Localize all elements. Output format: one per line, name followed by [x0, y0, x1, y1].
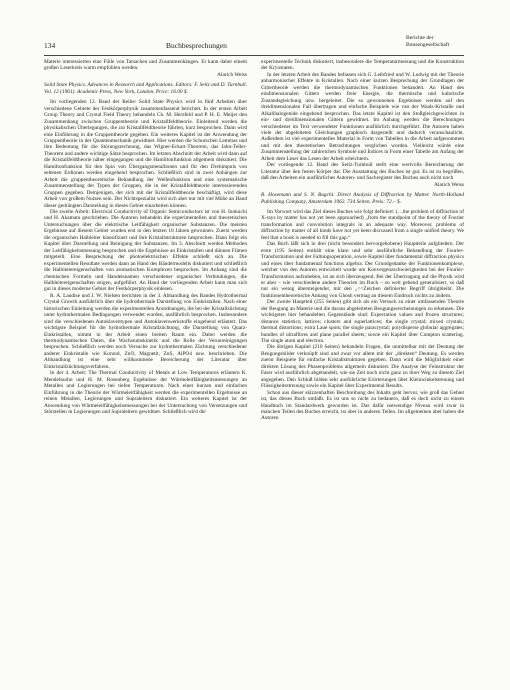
right-column [261, 59, 464, 422]
paragraph: Im vorliegenden 12. Band der Reihe: Solid State Physics wird in fünf Arbeiten über verschiedene Gebiete der Festkörperphysik zusammenfassend berichtet. In der ersten Arbeit Group Theory and Crystal Field Theory behandeln Ch. M. Herzfeld und P. H. E. Meijer den Zusammenhang zwischen Gruppentheorie und Kristallfeldtheorie. Einleitend werden die physikalischen Überlegungen, die zur Kristallfeldtheorie führten, kurz besprochen. Dann wird eine Einführung in die Gruppentheorie gegeben. Ein weiteres Kapitel ist der Anwendung der Gruppentheorie in der Quantenmechanik gewidmet. Hier werden die Schurschen Lemmas und ihre Bedeutung für die Störungsrechnung, das Wigner-Eckart-Theorem, das Jahn-Teller-Theorem und andere wichtige Sätze besprochen. Im letzten Abschnitt der Arbeit wird dann auf die Kristallfeldtheorie näher eingegangen und die Hamiltonfunktion allgemein diskutiert. Die Hamiltonfunktion für den Spin von Übergangsmetallionen und für den Drehimpuls von seltenen Erdionen werden eingehend besprochen. Schließlich sind in zwei Anhängen zur Arbeit die gruppentheoretische Behandlung der Wellenfunktion und eine systematische Zusammenstellung der Typen der Gruppen, die in der Kristallfeldtheorie interessierenden Gruppen gegeben. Demjenigen, der sich mit der Kristallfeldtheorie beschäftigt, wird diese Arbeit von großem Nutzen sein. Der Nichtspezialist wird sich aber nur mit viel Mühe an Hand dieser gedrängten Darstellung in dieses Gebiet einarbeiten können. [44, 99, 247, 209]
paragraph: Die übrigen Kapitel (210 Seiten) behandeln Fragen, die unmittelbar mit der Deutung der Beugungsbilder verknüpft sind und zwar vor allem mit der „direkten“ Deutung. Es werden zuerst Beispiele für einfache Kristallstrukturen gegeben. Dann wird die Möglichkeit einer direkten Lösung des Phasenproblems allgemein diskutiert. Die Analyse der Feinstruktur der Faser wird ausführlich abgehandelt, wie sie Zeit noch nicht ganz zu ihrer Weg zu diesem Ziel angegeben. Den Schluß bilden sehr ausführliche Erörterungen über Kleinwinkelstreuung und Flüssigkeitsstreuung sowie ein Kapitel über Experimental Results. [261, 344, 464, 390]
paragraph: Die zweite Arbeit: Electrical Conductivity of Organic Semiconductors ist von H. Inokuchi und H. Akamatu geschrieben. Die Autoren behandeln die experimentellen und theoretischen Untersuchungen über die elektrische Leitfähigkeit organischer Substanzen. Die meisten Ergebnisse auf diesem Gebiet wurden erst in den letzten 10 Jahren gewonnen. Zuerst werden die organischen Halbleiter klassifiziert und ihre Kristallstrukturen besprochen. Dann folgt ein Kapitel über Darstellung und Reinigung der Substanzen. Im 3. Abschnitt werden Methoden der Leitfähigkeitsmessung besprochen und die Ergebnisse an Einkristallen und dünnen Filmen mitgeteilt. Eine Besprechung der photoelektrischen Effekte schließt sich an. Die experimentellen Resultate werden dann an Hand des Bändermodells diskutiert und schließlich die Halbleitereigenschaften von aromatischen Komplexen besprochen. Im Anhang sind die chemischen Formeln und Handelsnamen verschiedener organischer Verbindungen, die Halbleitereigenschaften zeigen, aufgeführt. An Hand der vorliegenden Arbeit kann man sich gut in dieses moderne Gebiet der Festkörperphysik einlesen. [44, 208, 247, 293]
paragraph: Schon aus dieser skizzenhaften Beschreibung des Inhalts geht hervor, wie groß das Gebiet ist, das dieses Buch umfaßt. Es ist uns so nicht zu bedauern, daß es doch nicht zu einem Handbuch im Standardwerk geworden ist. Das dafür notwendige Niveau wird zwar in manchen Teilen des Buches erreicht, ist aber in anderen Teilen. Im allgemeinen aber haben die Autoren [261, 389, 464, 422]
paragraph: Der zweite Hauptteil (255 Seiten) gibt sich als ein Versuch zu einer umfassenden Theorie der Beugung an Materie und die daraus abgeleiteten Beugungserscheinungen zu erkennen. Die wichtigsten hier behandelten Gegenstände sind: Expectation values and frozen structures; distance statistics; lattices; clusters and superlattices; the single crystal; mixed crystals; thermal distortions; extra Laue spots; the single paracrystal; polydisperse globular aggregates; bundles of ultrafibres and plane parallel sheets; sowie ein Kapitel über Compton scattering. The single atom and electron. [261, 299, 464, 345]
paragraph-text: Der vorliegende 12. Band des Seitz-Turnbull stellt eine wertvolle Bereicherung der Literatur über den festen Körper dar. Die Ausstattung des Buches ist gut. Es ist zu begrüßen, daß den Arbeiten ein ausführliches Autoren- und Sachregister des Buches auch nicht noch [261, 162, 464, 182]
paragraph: In der 4. Arbeit: The Thermal Conductivity of Metals at Low Temperatures erläutern K. Mendelssohn und H. M. Rosenberg Ergebnisse der Wärmeleitfähigkeitsmessungen an Metallen und Legierungen bei tiefen Temperaturen. Nach einer kurzen und einfachen Einführung in die Theorie der Wärmeleitfähigkeit werden die experimentellen Ergebnisse an reinen Metallen, Legierungen und Supraleitern diskutiert. Ein weiteres Kapitel ist der Anwendung von Wärmeleitfähigkeitsmessungen bei der Untersuchung von Versetzungen und Störstellen in Legierungen und Supraleitern gewidmet. Schließlich wird die [44, 370, 247, 416]
book-citation: R. Hosemann und S. N. Bagchi: Direct Analysis of Diffraction by Matter. North-Holland Publishing Company, Amsterdam 1962. 734 Seiten. Preis: 72.– $. [261, 192, 464, 205]
paragraph: experimentelle Technik diskutiert, insbesondere die Temperaturmessung und die Konstruktion der Kryostaten. [261, 59, 464, 72]
book-citation: Solid State Physics. Advances in Research and Applications. Editors: F. Seitz and D. Turnbull. Vol. 12 (1961). Academic Press, New York, London. Price: 16.00 $. [44, 82, 247, 95]
book-review-page [44, 33, 464, 673]
paragraph [261, 162, 464, 188]
review-heading [44, 82, 247, 95]
page-header [44, 33, 464, 56]
journal-name [406, 35, 464, 49]
reviewer-signature: Alarich Weiss [434, 181, 464, 188]
paragraph [44, 59, 247, 78]
paragraph: In der letzten Arbeit des Bandes befassen sich G. Leibfried und W. Ludwig mit der Theorie anharmonischer Effekte in Kristallen. Nach einer kurzen Besprechung der Grundlagen der Gittertheorie werden die thermodynamischen Funktionen behandelt. An Hand des eindimensionalen Gitters werden freie Energie, die thermische und kalorische Zustandsgleichung usw. hergeleitet. Die so gewonnenen Ergebnisse werden auf den dreidimensionalen Fall übertragen und einfache Beispiele wie van der Waals-Kristalle und Alkalihalogenide eingehend besprochen. Das letzte Kapitel ist den Stoßgleichgewichten in ein- und dreidimensionalen Gittern gewidmet. Im Anhang werden die Berechnungen verschiedener im Text verwendeter Funktionen ausführlich durchgeführt. Die Autoren haben viele der abgeleiteten Gleichungen graphisch dargestellt und dadurch veranschaulicht. Außerdem ist viel experimentelles Material in Form von Tabellen in die Arbeit aufgenommen und mit den theoretischen Betrachtungen verglichen worden. Vielleicht würde eine Zusammenstellung der zahlreichen Symbole und Indices in Form einer Tabelle am Anfang der Arbeit dem Leser das Lesen der Arbeit erleichtern. [261, 71, 464, 162]
section-title: Buchbesprechungen [166, 41, 227, 50]
review-heading [261, 192, 464, 205]
page-number: 134 [44, 41, 56, 50]
paragraph-text: Materie interessierten eine Fülle von Tatsachen und Zusammenhängen. Er kann daher einem großen Leserkreis warm empfohlen werden. [44, 59, 247, 72]
reviewer-signature: Alarich Weiss [217, 71, 247, 78]
paragraph: Das Buch läßt sich in drei (nicht besonders hervorgehobene) Hauptteile aufgliedern. Der erste (195 Seiten) enthält eine klare und sehr ausführliche Behandlung der Fourier-Transformation und der Faltungsoperation, sowie Kapitel über fundamental diffraction physics und eines über fundamental functions algebra. Der Grundgedanke der Funktionenkomplexe, welcher von den Autoren entwickelt wurde um Konvergenzschwierigkeiten bei der Fourier-Transformation aufzuheben, ist an sich überzeugend. Bei der Übertragung auf die Physik wird er aber – wie verschiedene andere Theorien im Buch – zu weit gehend generalisiert, so daß nur ein wenig übersteigender, mit den „<<Zeichen definierter Begriff übrigbleibt. Die funktionentheoretische Anhang von Ghosh vermag an diesem Eindruck nichts zu ändern. [261, 241, 464, 299]
journal-name-line-1: Berichte der [406, 35, 434, 41]
paragraph: Im Vorwort wird das Ziel dieses Buches wie folgt definiert: (…the problem of diffraction of X-rays by matter has not yet been approached) „from the standpoint of the theory of Fourier transformation and convolution integrals in an adequate way. Moreover, problems of diffraction by matter of all kinds have not yet been discussed from a single unified theory. We feel that a book is needed to fill this gap.“ [261, 208, 464, 241]
left-column [44, 59, 247, 415]
paragraph: R. A. Laudise und J. W. Nielsen berichten in der 3. Abhandlung des Bandes Hydrothermal Crystal Growth ausführlich über die hydrothermale Darstellung von Einkristallen. Nach einer historischen Einleitung werden die experimentellen Anordnungen, die bei der Kristallzüchtung unter hydrothermalen Bedingungen verwendet wurden, ausführlich besprochen. Insbesondere sind die verschiedenen Autoklaventypen und Autoklavenwerkstoffe eingehend erläutert. Das wichtigste Beispiel für die hydrothermale Kristallzüchtung, die Darstellung von Quarz-Einkristallen, nimmt in der Arbeit einen breiten Raum ein. Dabei werden die thermodynamischen Daten, die Wachstumskinetik und die Rolle der Verunreinigungen besprochen. Schließlich werden noch Versuche zur hydrothermalen Züchtung verschiedener anderer Einkristalle wie Korund, ZnO, Magnetit, ZnS, AlPO4 usw. beschrieben. Die Abhandlung ist eine sehr willkommene Bereicherung der Literatur über Einkristallzüchtungsverfahren. [44, 292, 247, 370]
journal-name-line-2: Bunsengesellschaft [406, 41, 450, 48]
